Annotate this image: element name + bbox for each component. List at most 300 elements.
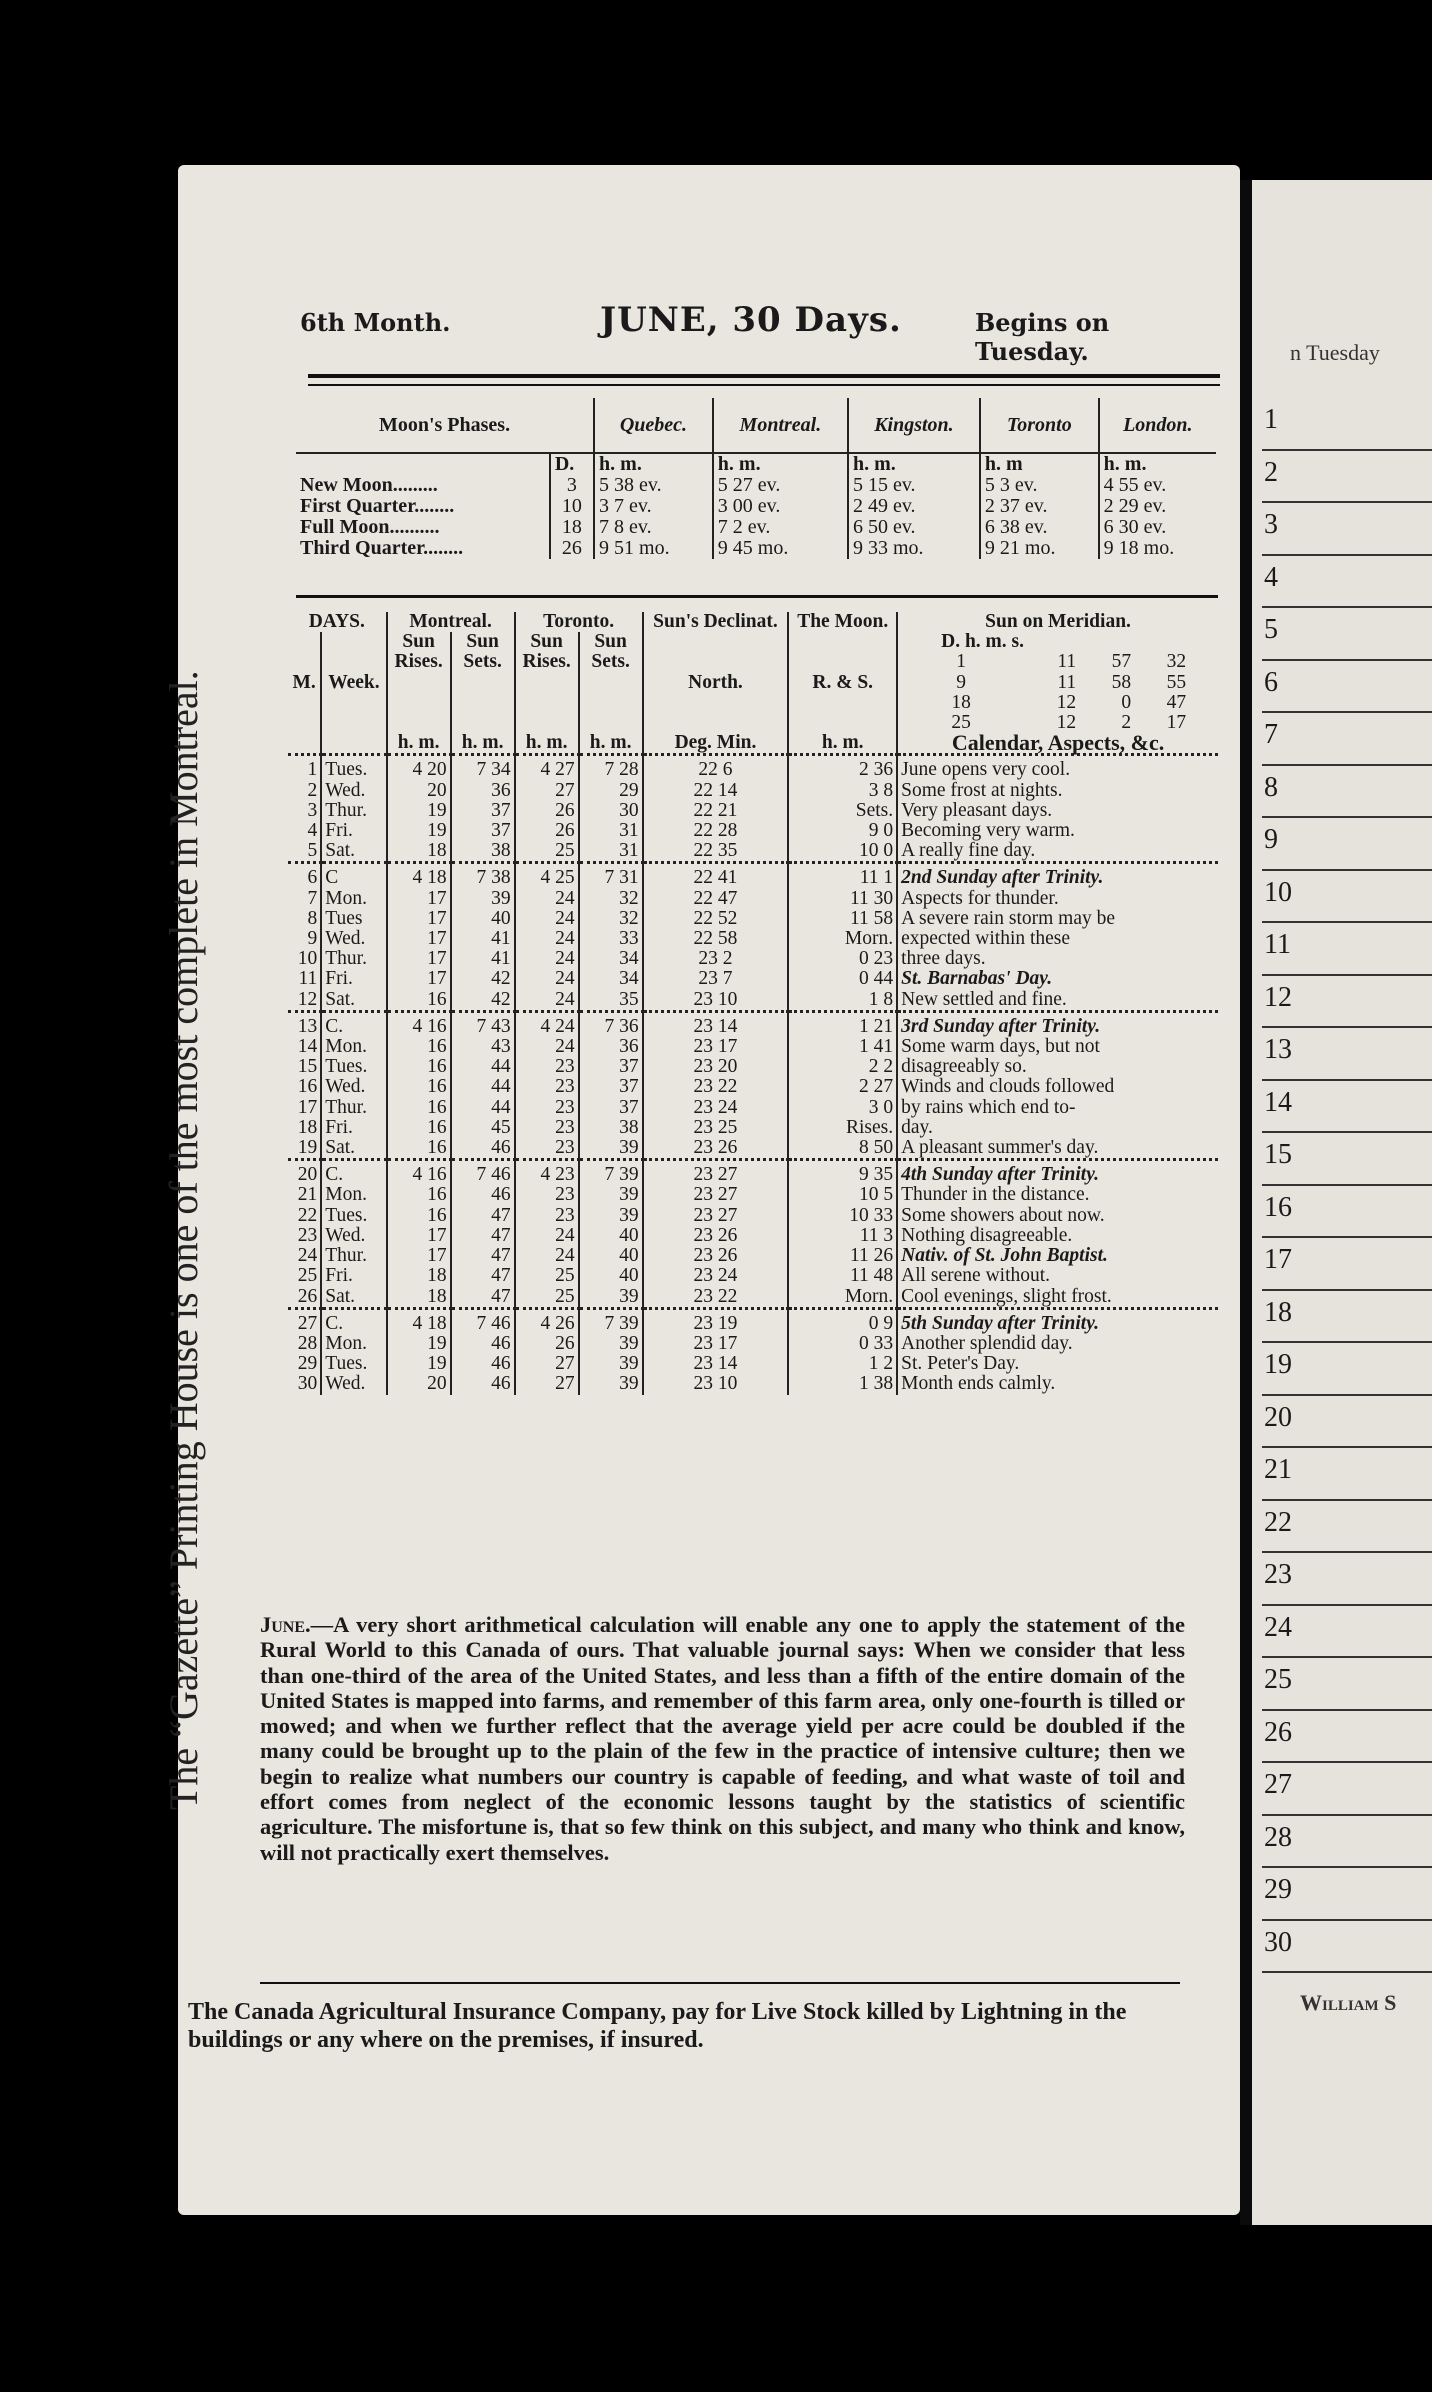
cell-w: Sat.	[321, 1138, 386, 1160]
mtl-sets-heading: Sun Sets.	[451, 632, 515, 733]
adjacent-day-number: 12	[1262, 976, 1432, 1029]
cell-dec: 23 26	[643, 1226, 789, 1246]
insurance-notice: The Canada Agricultural Insurance Company, pay for Live Stock killed by Lightning in the buildings or any where on the premises, if insured.	[188, 1999, 1127, 2053]
cell-dec: 22 47	[643, 889, 789, 909]
phase-quebec: 5 38 ev.	[594, 475, 713, 496]
cell-mr: 16	[387, 1077, 451, 1097]
week-heading: Week.	[321, 632, 386, 733]
cell-mr: 4 18	[387, 1308, 451, 1334]
month-number: 6th Month.	[300, 308, 451, 337]
cell-ts: 7 31	[579, 863, 643, 889]
cell-m: 10	[297, 948, 318, 970]
cell-dec: 23 24	[643, 1266, 789, 1286]
cell-tr: 23	[515, 1185, 579, 1205]
adjacent-day-number: 21	[1262, 1448, 1432, 1501]
remark: three days.	[897, 949, 1218, 969]
meridian-d: 18	[951, 691, 971, 713]
cell-ts: 39	[579, 1185, 643, 1205]
cell-mr: 16	[387, 1118, 451, 1138]
cell-ts: 32	[579, 889, 643, 909]
cell-ts: 37	[579, 1057, 643, 1077]
adjacent-day-number: 29	[1262, 1868, 1432, 1921]
cell-mr: 16	[387, 1138, 451, 1160]
meridian-m: 2	[1121, 712, 1132, 734]
phase-quebec: 9 51 mo.	[594, 538, 713, 559]
phase-london: 2 29 ev.	[1099, 496, 1216, 517]
cell-moon: Rises.	[788, 1118, 897, 1138]
cell-moon: 9 0	[788, 821, 897, 841]
cell-w: Fri.	[321, 969, 386, 989]
cell-m: 19	[297, 1137, 318, 1159]
cell-tr: 24	[515, 1037, 579, 1057]
montreal-heading: Montreal.	[387, 612, 515, 632]
cell-moon: Morn.	[788, 1287, 897, 1309]
note-body: —A very short arithmetical calculation will enable any one to apply the statement of the Rural World to this Canada of ours. That valuable journal says: When we consider that less than one-third of the area of the United States, and less than a fifth of the entire domain of the United States is mapped into farms, and remember of this farm area, only one-fourth is tilled or mowed; and when we further reflect that the average yield per acre could be doubled if the many could be brought up to the plain of the few in the practice of intensive culture; then we begin to realize what numbers our country is capable of feeding, and what waste of toil and effort comes from neglect of the economic lessons taught by the statistics of scientific agriculture. The misfortune is, that so few think on this subject, and many who think and know, will not practically exert themselves.	[260, 1612, 1185, 1865]
day-row	[288, 1334, 1218, 1354]
cell-dec: 22 28	[643, 821, 789, 841]
cell-ms: 47	[451, 1266, 515, 1286]
cell-m: 27	[288, 1308, 321, 1334]
cell-tr: 24	[515, 969, 579, 989]
cell-ts: 33	[579, 929, 643, 949]
phase-kingston: 6 50 ev.	[848, 517, 980, 538]
cell-ts: 36	[579, 1037, 643, 1057]
day-row	[288, 1118, 1218, 1138]
cell-w: C.	[321, 1160, 386, 1186]
cell-ms: 47	[451, 1246, 515, 1266]
cell-moon: 1 2	[788, 1354, 897, 1374]
cell-moon: 11 58	[788, 909, 897, 929]
hm-moon: h. m.	[788, 733, 897, 755]
cell-ts: 31	[579, 841, 643, 863]
cell-w: Tues.	[321, 755, 386, 781]
adjacent-day-number: 18	[1262, 1291, 1432, 1344]
phase-unit: h. m.	[848, 453, 980, 475]
remark: day.	[897, 1118, 1218, 1138]
cell-m: 17	[297, 1096, 318, 1118]
cell-mr: 4 16	[387, 1011, 451, 1037]
adjacent-day-number: 26	[1262, 1711, 1432, 1764]
cell-ms: 38	[451, 841, 515, 863]
june-note	[260, 1612, 1185, 1865]
meridian-heading: Sun on Meridian.	[897, 612, 1218, 632]
day-row	[288, 949, 1218, 969]
cell-ms: 44	[451, 1098, 515, 1118]
phase-kingston: 2 49 ev.	[848, 496, 980, 517]
adjacent-page-day-numbers	[1262, 398, 1432, 1973]
cell-w: Tues.	[321, 1354, 386, 1374]
cell-dec: 23 17	[643, 1037, 789, 1057]
cell-m: 1	[288, 755, 321, 781]
cell-ms: 47	[451, 1206, 515, 1226]
cell-w: Wed.	[321, 1077, 386, 1097]
cell-mr: 16	[387, 1057, 451, 1077]
cell-tr: 24	[515, 889, 579, 909]
meridian-units: D. h. m. s.	[941, 631, 1024, 653]
day-row	[288, 990, 1218, 1012]
cell-ms: 36	[451, 781, 515, 801]
adjacent-day-number: 9	[1262, 818, 1432, 871]
day-row	[288, 1374, 1218, 1394]
remark: 3rd Sunday after Trinity.	[897, 1011, 1218, 1037]
calendar-heading: Calendar, Aspects, &c.	[897, 733, 1218, 755]
cell-tr: 24	[515, 909, 579, 929]
cell-tr: 27	[515, 781, 579, 801]
adjacent-day-number: 15	[1262, 1133, 1432, 1186]
adjacent-day-number: 28	[1262, 1816, 1432, 1869]
phase-d: 26	[550, 538, 594, 559]
meridian-d: 25	[951, 712, 971, 734]
begins-on: Begins on Tuesday.	[975, 308, 1110, 366]
remark: Winds and clouds followed	[897, 1077, 1218, 1097]
cell-m: 16	[297, 1076, 318, 1098]
cell-ts: 39	[579, 1206, 643, 1226]
cell-moon: 2 2	[788, 1057, 897, 1077]
cell-ts: 40	[579, 1226, 643, 1246]
day-row	[288, 1077, 1218, 1097]
cell-tr: 23	[515, 1057, 579, 1077]
phase-kingston: 9 33 mo.	[848, 538, 980, 559]
cell-m: 21	[297, 1184, 318, 1206]
remark: 4th Sunday after Trinity.	[897, 1160, 1218, 1186]
moon-heading: The Moon.	[788, 612, 897, 632]
phase-montreal: 3 00 ev.	[713, 496, 848, 517]
cell-ms: 44	[451, 1077, 515, 1097]
adjacent-day-number: 3	[1262, 503, 1432, 556]
cell-mr: 19	[387, 1334, 451, 1354]
cell-tr: 4 27	[515, 755, 579, 781]
meridian-row	[901, 652, 1215, 672]
hm-mtl-rises: h. m.	[387, 733, 451, 755]
meridian-s: 17	[1166, 712, 1187, 734]
cell-mr: 20	[387, 1374, 451, 1394]
hm-tor-sets: h. m.	[579, 733, 643, 755]
cell-moon: 11 1	[788, 863, 897, 889]
day-row	[288, 1011, 1218, 1037]
cell-dec: 23 14	[643, 1354, 789, 1374]
remark: Nothing disagreeable.	[897, 1226, 1218, 1246]
cell-moon: 11 30	[788, 889, 897, 909]
day-row	[288, 755, 1218, 781]
phases-rule	[296, 595, 1218, 598]
mtl-rises-heading: Sun Rises.	[387, 632, 451, 733]
cell-moon: 8 50	[788, 1138, 897, 1160]
phase-quebec: 3 7 ev.	[594, 496, 713, 517]
remark: expected within these	[897, 929, 1218, 949]
cell-ms: 7 46	[451, 1308, 515, 1334]
cell-tr: 24	[515, 929, 579, 949]
day-row	[288, 1206, 1218, 1226]
remark: All serene without.	[897, 1266, 1218, 1286]
remark: New settled and fine.	[897, 990, 1218, 1012]
cell-w: Sat.	[321, 990, 386, 1012]
cell-ms: 37	[451, 821, 515, 841]
cell-moon: 1 41	[788, 1037, 897, 1057]
cell-ms: 47	[451, 1226, 515, 1246]
cell-moon: 10 0	[788, 841, 897, 863]
cell-mr: 17	[387, 949, 451, 969]
cell-ts: 35	[579, 990, 643, 1012]
cell-w: Wed.	[321, 1374, 386, 1394]
remark: 5th Sunday after Trinity.	[897, 1308, 1218, 1334]
cell-dec: 22 58	[643, 929, 789, 949]
cell-w: Thur.	[321, 949, 386, 969]
cell-m: 2	[307, 779, 318, 801]
north-heading: North.	[643, 632, 789, 733]
cell-mr: 17	[387, 1246, 451, 1266]
cell-w: Wed.	[321, 1226, 386, 1246]
cell-ms: 42	[451, 990, 515, 1012]
cell-w: Wed.	[321, 781, 386, 801]
cell-ms: 40	[451, 909, 515, 929]
cell-ms: 46	[451, 1354, 515, 1374]
cell-w: Mon.	[321, 1185, 386, 1205]
cell-mr: 20	[387, 781, 451, 801]
phase-d: 3	[550, 475, 594, 496]
cell-tr: 23	[515, 1098, 579, 1118]
adjacent-day-number: 25	[1262, 1658, 1432, 1711]
cell-dec: 23 10	[643, 990, 789, 1012]
header-rule-thin	[308, 384, 1220, 386]
adjacent-day-number: 20	[1262, 1396, 1432, 1449]
day-row	[288, 929, 1218, 949]
cell-tr: 26	[515, 1334, 579, 1354]
cell-ts: 37	[579, 1077, 643, 1097]
cell-ms: 7 34	[451, 755, 515, 781]
adjacent-day-number: 1	[1262, 398, 1432, 451]
day-row	[288, 821, 1218, 841]
cell-ts: 39	[579, 1138, 643, 1160]
cell-ms: 47	[451, 1287, 515, 1309]
note-lead: June.	[260, 1612, 311, 1637]
phase-kingston: 5 15 ev.	[848, 475, 980, 496]
adjacent-day-number: 4	[1262, 556, 1432, 609]
tor-sets-heading: Sun Sets.	[579, 632, 643, 733]
phase-unit: h. m.	[1099, 453, 1216, 475]
adjacent-day-number: 6	[1262, 661, 1432, 714]
declination-heading: Sun's Declinat.	[643, 612, 789, 632]
day-row	[288, 1308, 1218, 1334]
cell-tr: 24	[515, 1246, 579, 1266]
adjacent-day-number: 16	[1262, 1186, 1432, 1239]
remark: Thunder in the distance.	[897, 1185, 1218, 1205]
cell-moon: 3 0	[788, 1098, 897, 1118]
col-kingston: Kingston.	[848, 398, 980, 453]
phase-unit: h. m	[980, 453, 1099, 475]
phase-unit: h. m.	[713, 453, 848, 475]
meridian-h: 12	[1056, 712, 1077, 734]
meridian-s: 32	[1166, 651, 1187, 673]
cell-tr: 4 23	[515, 1160, 579, 1186]
cell-moon: 2 36	[788, 755, 897, 781]
cell-w: Thur.	[321, 801, 386, 821]
cell-moon: 1 8	[788, 990, 897, 1012]
cell-moon: 10 5	[788, 1185, 897, 1205]
note-rule	[260, 1982, 1180, 1984]
cell-dec: 23 14	[643, 1011, 789, 1037]
adjacent-day-number: 22	[1262, 1501, 1432, 1554]
cell-ts: 39	[579, 1354, 643, 1374]
day-row	[288, 841, 1218, 863]
meridian-m: 58	[1111, 671, 1132, 693]
phase-toronto: 6 38 ev.	[980, 517, 1099, 538]
cell-moon: 0 9	[788, 1308, 897, 1334]
cell-mr: 18	[387, 1287, 451, 1309]
cell-mr: 16	[387, 1185, 451, 1205]
cell-mr: 4 18	[387, 863, 451, 889]
cell-w: C.	[321, 1308, 386, 1334]
day-row	[288, 781, 1218, 801]
meridian-h: 11	[1057, 671, 1077, 693]
cell-w: Fri.	[321, 1266, 386, 1286]
cell-moon: 1 38	[788, 1374, 897, 1394]
adjacent-page-fragment-bottom: William S	[1300, 1990, 1397, 2015]
remark: Some showers about now.	[897, 1206, 1218, 1226]
phase-montreal: 9 45 mo.	[713, 538, 848, 559]
cell-w: C	[321, 863, 386, 889]
cell-tr: 24	[515, 990, 579, 1012]
adjacent-page-fragment-top: n Tuesday	[1290, 340, 1380, 365]
cell-dec: 23 26	[643, 1138, 789, 1160]
cell-ms: 39	[451, 889, 515, 909]
remark: June opens very cool.	[897, 755, 1218, 781]
cell-ts: 30	[579, 801, 643, 821]
cell-dec: 23 22	[643, 1077, 789, 1097]
cell-m: 14	[297, 1036, 318, 1058]
cell-dec: 22 52	[643, 909, 789, 929]
day-row	[288, 1138, 1218, 1160]
hm-mtl-sets: h. m.	[451, 733, 515, 755]
phase-phase: New Moon.........	[300, 474, 438, 496]
remark: Some warm days, but not	[897, 1037, 1218, 1057]
cell-mr: 18	[387, 1266, 451, 1286]
cell-ts: 34	[579, 949, 643, 969]
phase-toronto: 2 37 ev.	[980, 496, 1099, 517]
cell-w: Mon.	[321, 1037, 386, 1057]
blank-m	[288, 733, 321, 755]
cell-moon: 11 48	[788, 1266, 897, 1286]
cell-w: Mon.	[321, 1334, 386, 1354]
cell-tr: 26	[515, 801, 579, 821]
phase-d: 10	[550, 496, 594, 517]
moon-phases-table	[296, 398, 1216, 559]
remark: disagreeably so.	[897, 1057, 1218, 1077]
phase-unit	[296, 453, 550, 475]
cell-ts: 31	[579, 821, 643, 841]
remark: Aspects for thunder.	[897, 889, 1218, 909]
cell-w: Thur.	[321, 1098, 386, 1118]
day-row	[288, 1287, 1218, 1309]
cell-ms: 37	[451, 801, 515, 821]
cell-w: Tues.	[321, 1057, 386, 1077]
day-row	[288, 909, 1218, 929]
deg-min: Deg. Min.	[643, 733, 789, 755]
remark: Becoming very warm.	[897, 821, 1218, 841]
cell-mr: 19	[387, 821, 451, 841]
day-row	[288, 1037, 1218, 1057]
day-row	[288, 1354, 1218, 1374]
page-header	[300, 300, 1220, 366]
cell-tr: 25	[515, 1287, 579, 1309]
adjacent-day-number: 30	[1262, 1921, 1432, 1974]
cell-dec: 23 20	[643, 1057, 789, 1077]
cell-m: 9	[307, 928, 318, 950]
cell-ts: 29	[579, 781, 643, 801]
cell-tr: 4 25	[515, 863, 579, 889]
cell-ts: 7 39	[579, 1160, 643, 1186]
phase-unit: D.	[550, 453, 594, 475]
day-row	[288, 863, 1218, 889]
cell-moon: 0 44	[788, 969, 897, 989]
cell-mr: 18	[387, 841, 451, 863]
day-row	[288, 1266, 1218, 1286]
adjacent-day-number: 24	[1262, 1606, 1432, 1659]
cell-dec: 23 24	[643, 1098, 789, 1118]
cell-m: 6	[288, 863, 321, 889]
cell-ts: 40	[579, 1266, 643, 1286]
cell-ts: 38	[579, 1118, 643, 1138]
cell-ms: 45	[451, 1118, 515, 1138]
cell-ts: 7 39	[579, 1308, 643, 1334]
meridian-row	[901, 673, 1215, 693]
m-heading: M.	[292, 671, 316, 693]
day-row	[288, 889, 1218, 909]
phase-phase: First Quarter........	[300, 495, 455, 517]
phase-d: 18	[550, 517, 594, 538]
cell-m: 20	[288, 1160, 321, 1186]
cell-ms: 46	[451, 1185, 515, 1205]
cell-mr: 16	[387, 1206, 451, 1226]
cell-ts: 37	[579, 1098, 643, 1118]
meridian-s: 47	[1166, 691, 1187, 713]
meridian-h: 11	[1057, 651, 1077, 673]
cell-ms: 43	[451, 1037, 515, 1057]
cell-dec: 22 21	[643, 801, 789, 821]
cell-dec: 23 19	[643, 1308, 789, 1334]
cell-ts: 32	[579, 909, 643, 929]
cell-m: 12	[297, 988, 318, 1010]
remark: A pleasant summer's day.	[897, 1138, 1218, 1160]
phase-quebec: 7 8 ev.	[594, 517, 713, 538]
cell-dec: 23 17	[643, 1334, 789, 1354]
cell-moon: 1 21	[788, 1011, 897, 1037]
cell-dec: 23 27	[643, 1206, 789, 1226]
cell-tr: 23	[515, 1206, 579, 1226]
cell-tr: 4 26	[515, 1308, 579, 1334]
cell-m: 8	[307, 907, 318, 929]
cell-dec: 22 35	[643, 841, 789, 863]
cell-tr: 24	[515, 1226, 579, 1246]
day-row	[288, 1246, 1218, 1266]
meridian-d: 1	[956, 651, 966, 673]
cell-mr: 16	[387, 1098, 451, 1118]
cell-ms: 42	[451, 969, 515, 989]
cell-mr: 17	[387, 929, 451, 949]
meridian-d: 9	[956, 671, 966, 693]
cell-ms: 7 46	[451, 1160, 515, 1186]
cell-mr: 16	[387, 1037, 451, 1057]
cell-ts: 39	[579, 1374, 643, 1394]
cell-moon: 0 23	[788, 949, 897, 969]
meridian-row	[901, 693, 1215, 713]
cell-mr: 17	[387, 969, 451, 989]
col-toronto: Toronto	[980, 398, 1099, 453]
cell-m: 5	[307, 840, 318, 862]
phase-london: 4 55 ev.	[1099, 475, 1216, 496]
cell-tr: 27	[515, 1354, 579, 1374]
adjacent-day-number: 11	[1262, 923, 1432, 976]
cell-moon: 2 27	[788, 1077, 897, 1097]
